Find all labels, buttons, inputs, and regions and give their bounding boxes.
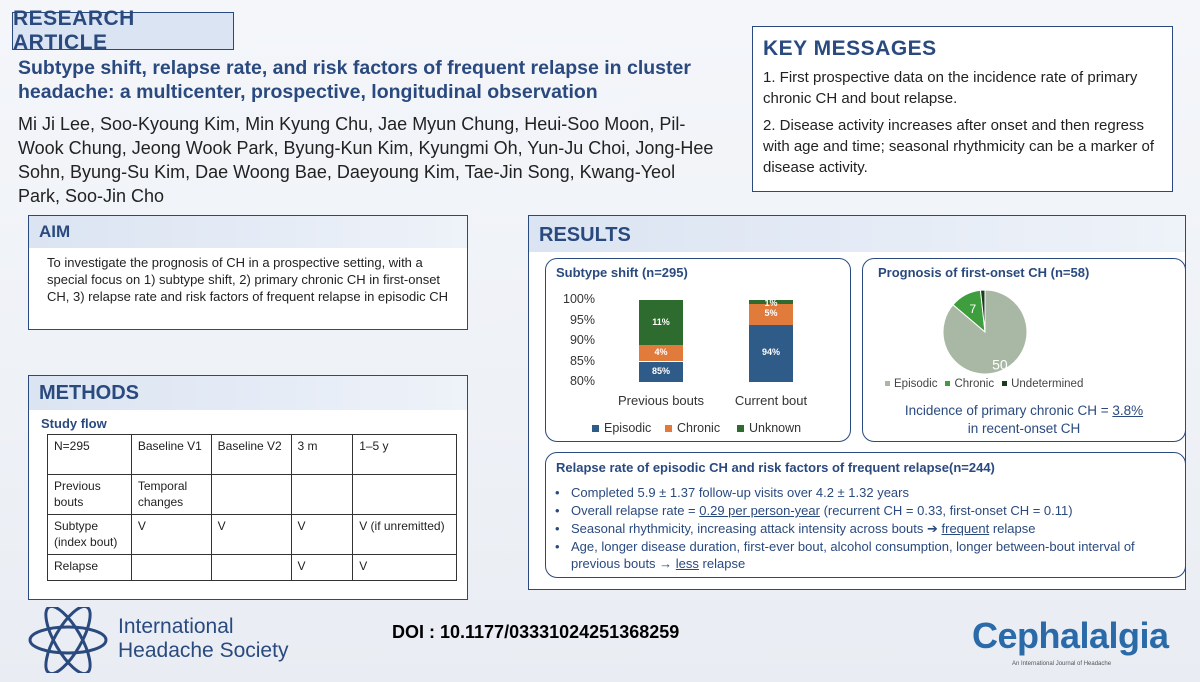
x-category-label: Current bout bbox=[734, 393, 808, 408]
pie-data-label: 50 bbox=[992, 356, 1008, 373]
relapse-title: Relapse rate of episodic CH and risk factors of frequent relapse(n=244) bbox=[556, 460, 995, 475]
bar-data-label: 5% bbox=[764, 308, 778, 319]
y-tick-label: 95% bbox=[569, 312, 595, 327]
subtype-shift-title: Subtype shift (n=295) bbox=[556, 265, 688, 280]
incidence-text bbox=[866, 402, 1182, 438]
table-cell bbox=[131, 555, 211, 581]
list-item bbox=[553, 520, 1183, 537]
doi-text: DOI : 10.1177/03331024251368259 bbox=[392, 622, 680, 642]
table-cell: 3 m bbox=[291, 435, 353, 475]
legend-label: Chronic bbox=[677, 421, 721, 435]
legend-label: Undetermined bbox=[1011, 378, 1084, 390]
table-row bbox=[48, 435, 457, 475]
table-cell: N=295 bbox=[48, 435, 132, 475]
ihs-name-line2: Headache Society bbox=[118, 639, 289, 662]
table-cell bbox=[353, 475, 457, 515]
relapse-item-1: Completed 5.9 ± 1.37 follow-up visits over 4.2 ± 1.32 years bbox=[571, 485, 909, 500]
list-item bbox=[553, 502, 1183, 519]
legend-swatch bbox=[1002, 381, 1007, 386]
ihs-emblem-icon bbox=[26, 607, 110, 673]
key-message-1: 1. First prospective data on the incidence rate of primary chronic CH and bout relapse. bbox=[763, 69, 1138, 107]
table-cell: 1–5 y bbox=[353, 435, 457, 475]
key-messages-panel bbox=[752, 26, 1173, 192]
study-flow-table bbox=[47, 434, 457, 581]
legend-item bbox=[592, 421, 651, 435]
table-cell: V (if unremitted) bbox=[353, 515, 457, 555]
key-messages-title: KEY MESSAGES bbox=[763, 37, 937, 60]
methods-title: METHODS bbox=[29, 376, 467, 410]
incidence-value: 3.8% bbox=[1112, 403, 1144, 418]
legend-swatch bbox=[945, 381, 950, 386]
relapse-item-3-suffix: relapse bbox=[989, 521, 1036, 536]
arrow-right-icon: → bbox=[659, 556, 673, 571]
table-cell: Temporal changes bbox=[131, 475, 211, 515]
table-cell bbox=[211, 475, 291, 515]
legend-item bbox=[665, 421, 720, 435]
table-cell: Previous bouts bbox=[48, 475, 132, 515]
results-title: RESULTS bbox=[529, 216, 1185, 252]
aim-text: To investigate the prognosis of CH in a prospective setting, with a special focus on 1) subtype shift, 2) primary chronic CH in first-onset CH, 3) relapse rate and risk factors of frequent relapse in episodic CH bbox=[47, 255, 449, 304]
x-category-label: Previous bouts bbox=[618, 393, 704, 408]
legend-item bbox=[737, 421, 801, 435]
legend-item bbox=[945, 378, 994, 390]
pie-legend bbox=[885, 378, 1091, 390]
aim-panel bbox=[28, 215, 468, 330]
author-list: Mi Ji Lee, Soo-Kyoung Kim, Min Kyung Chu, Jae Myun Chung, Heui-Soo Moon, Pil-Wook Chung, Jeong Wook Park, Byung-Kun Kim, Kyungmi Oh, Yun-Ju Choi, Jong-Hee Sohn, Byung-Su Kim, Dae Woong Bae, Daeyoung Kim, Tae-Jin Song, Kwang-Yeol Park, Soo-Jin Cho bbox=[18, 114, 714, 206]
legend-swatch bbox=[592, 425, 599, 432]
y-tick-label: 80% bbox=[569, 374, 595, 388]
legend-label: Unknown bbox=[749, 421, 802, 435]
legend-label: Episodic bbox=[894, 378, 938, 390]
legend-item bbox=[885, 378, 937, 390]
table-cell: Relapse bbox=[48, 555, 132, 581]
y-tick-label: 90% bbox=[569, 333, 595, 347]
incidence-prefix: Incidence of primary chronic CH = bbox=[904, 403, 1113, 418]
subtype-shift-panel bbox=[545, 258, 851, 442]
bar-data-label: 85% bbox=[651, 365, 670, 376]
list-item bbox=[553, 538, 1183, 572]
legend-label: Episodic bbox=[604, 421, 652, 435]
table-cell: V bbox=[131, 515, 211, 555]
bar-data-label: 4% bbox=[654, 347, 668, 358]
table-cell: Subtype (index bout) bbox=[48, 515, 132, 555]
aim-title: AIM bbox=[29, 216, 467, 248]
relapse-item-4-prefix: Age, longer disease duration, first-ever bout, alcohol consumption, longer between-bout interval of previous bouts bbox=[571, 539, 1135, 571]
table-cell: Baseline V2 bbox=[211, 435, 291, 475]
relapse-item-3-value: frequent bbox=[941, 521, 990, 536]
y-tick-label: 85% bbox=[569, 353, 595, 368]
study-flow-label: Study flow bbox=[41, 416, 107, 431]
incidence-suffix: in recent-onset CH bbox=[967, 421, 1081, 436]
table-row bbox=[48, 555, 457, 581]
relapse-item-2-prefix: Overall relapse rate = bbox=[571, 503, 700, 518]
relapse-rate-value: 0.29 per person-year bbox=[699, 503, 820, 518]
ihs-logo bbox=[26, 605, 326, 675]
arrow-right-icon: ➔ bbox=[926, 521, 938, 536]
legend-swatch bbox=[737, 425, 744, 432]
prognosis-pie-chart bbox=[900, 284, 1040, 374]
journal-name: Cephalalgia bbox=[972, 615, 1169, 656]
ihs-name-line1: International bbox=[118, 615, 234, 638]
table-cell bbox=[291, 475, 353, 515]
article-type-label: RESEARCH ARTICLE bbox=[12, 12, 234, 50]
bar-data-label: 11% bbox=[652, 316, 670, 327]
table-cell: Baseline V1 bbox=[131, 435, 211, 475]
table-cell: V bbox=[211, 515, 291, 555]
table-cell: V bbox=[353, 555, 457, 581]
table-cell: V bbox=[291, 515, 353, 555]
relapse-item-4-suffix: relapse bbox=[698, 556, 746, 571]
y-tick-label: 100% bbox=[563, 292, 595, 306]
table-row bbox=[48, 515, 457, 555]
legend-item bbox=[1002, 378, 1083, 390]
relapse-list bbox=[553, 484, 1183, 572]
article-title: Subtype shift, relapse rate, and risk factors of frequent relapse in cluster headache: a multicenter, prospective, longitudinal observation bbox=[18, 57, 691, 103]
relapse-item-2-suffix: (recurrent CH = 0.33, first-onset CH = 0.11) bbox=[819, 503, 1073, 518]
relapse-item-4-value: less bbox=[675, 556, 699, 571]
legend-label: Chronic bbox=[954, 378, 995, 390]
legend-swatch bbox=[665, 425, 672, 432]
bar-data-label: 1% bbox=[764, 298, 778, 308]
table-row bbox=[48, 475, 457, 515]
bar-data-label: 94% bbox=[761, 347, 780, 358]
table-cell: V bbox=[291, 555, 353, 581]
methods-panel bbox=[28, 375, 468, 600]
relapse-item-3-prefix: Seasonal rhythmicity, increasing attack intensity across bouts bbox=[571, 521, 927, 536]
list-item bbox=[553, 484, 1183, 501]
pie-data-label: 7 bbox=[969, 301, 977, 316]
table-cell bbox=[211, 555, 291, 581]
cephalalgia-logo bbox=[972, 615, 1194, 675]
prognosis-title: Prognosis of first-onset CH (n=58) bbox=[878, 265, 1090, 280]
key-message-2: 2. Disease activity increases after onset and then regress with age and time; seasonal rhythmicity can be a marker of disease activity. bbox=[763, 117, 1155, 176]
journal-subtitle: An International Journal of Headache bbox=[1012, 661, 1112, 667]
legend-swatch bbox=[885, 381, 890, 386]
